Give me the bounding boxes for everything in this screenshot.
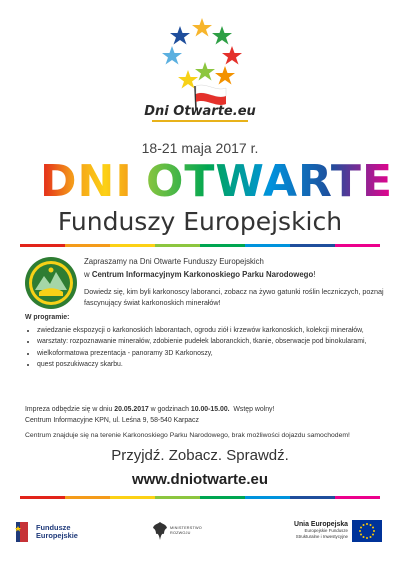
- intro-line2-post: !: [313, 270, 316, 279]
- star-icon: [222, 46, 242, 65]
- website-link[interactable]: www.dniotwarte.eu: [131, 471, 269, 488]
- intro-line1: Zapraszamy na Dni Otwarte Funduszy Europejskich: [84, 257, 264, 266]
- headline-word-otwarte: [142, 156, 394, 211]
- fe-line2: Europejskie: [36, 531, 78, 540]
- eu-text: [264, 521, 348, 539]
- star-icon: [212, 26, 232, 45]
- event-mid: w godzinach: [148, 406, 191, 413]
- program-list: [25, 326, 380, 371]
- event-hours: 10.00-15.00.: [190, 406, 230, 413]
- brand-wordmark: [0, 104, 400, 122]
- event-pre: Impreza odbędzie się w dniu: [25, 406, 115, 413]
- fundusze-europejskie-logo: [14, 520, 34, 544]
- intro-venue: Centrum Informacyjnym Karkonoskiego Parku Narodowego: [91, 270, 314, 279]
- access-note: Centrum znajduje się na terenie Karkonoskiego Parku Narodowego, brak możliwości dojazdu samochodem!: [25, 432, 350, 439]
- slogan: Przyjdź. Zobacz. Sprawdź.: [111, 447, 289, 464]
- headline-word-dni: [39, 156, 133, 211]
- event-address: Centrum Informacyjne KPN, ul. Leśna 9, 58-540 Karpacz: [25, 417, 199, 424]
- event-date: 20.05.2017: [114, 406, 149, 413]
- star-icon: [215, 66, 235, 85]
- color-stripe-top: [20, 244, 380, 247]
- program-heading: W programie:: [25, 314, 70, 321]
- list-item: • warsztaty: rozpoznawanie minerałów, zdobienie pudełek laboranckich, tkanie, obserwacje pod binokularami,: [37, 337, 380, 348]
- event-post: Wstęp wolny!: [229, 406, 275, 413]
- event-time: [25, 404, 385, 415]
- intro-description: Dowiedz się, kim byli karkonoscy laboranci, zobacz na żywo gatunki roślin leczniczych, poznaj fascynujący świat karkonoskich minerałów!: [84, 287, 384, 307]
- list-item: • zwiedzanie ekspozycji o karkonoskich laborantach, ogrodu ziół i krzewów karkonoskich, kolekcji minerałów,: [37, 326, 380, 337]
- brand-text: Dni Otwarte.eu: [144, 104, 256, 119]
- eu-title: Unia Europejska: [294, 521, 348, 528]
- eagle-emblem-icon: [152, 520, 168, 542]
- headline: [0, 157, 400, 211]
- star-icon: [195, 62, 215, 81]
- star-ring: [162, 18, 242, 89]
- intro-line2: [84, 269, 384, 280]
- star-icon: [178, 70, 198, 89]
- ministry-line2: ROZWOJU: [170, 530, 191, 535]
- ministry-line1: MINISTERSTWO: [170, 526, 202, 530]
- star-icon: [162, 46, 182, 65]
- headline-otwarte-label: OTWARTE: [146, 156, 394, 207]
- program-block: [25, 313, 380, 372]
- karkonoski-park-badge: [24, 256, 78, 310]
- event-info: [25, 404, 385, 426]
- intro-block: [84, 256, 384, 310]
- subheadline: Funduszy Europejskich: [57, 207, 343, 236]
- list-item: • wielkoformatowa prezentacja - panoramy 3D Karkonoszy,: [37, 349, 380, 360]
- eu-flag-icon: [352, 520, 382, 542]
- intro-line2-pre: w: [84, 270, 92, 279]
- eu-sub2: Strukturalne i Inwestycyjne: [295, 533, 348, 539]
- ministry-text: [170, 526, 202, 535]
- fundusze-europejskie-text: [36, 524, 78, 540]
- headline-dni-label: DNI: [39, 156, 133, 207]
- event-dates: 18-21 maja 2017 r.: [141, 140, 259, 156]
- fe-line1: Fundusze: [36, 523, 71, 532]
- headline-dni-text: [39, 156, 133, 207]
- color-stripe-bottom: [20, 496, 380, 499]
- list-item: • quest poszukiwaczy skarbu.: [37, 360, 380, 371]
- brand-underline: [152, 120, 248, 122]
- eu-sub1: Europejskie Fundusze: [304, 528, 348, 533]
- star-icon: [192, 18, 212, 37]
- star-icon: [170, 26, 190, 45]
- headline-otwarte-text: [142, 156, 394, 207]
